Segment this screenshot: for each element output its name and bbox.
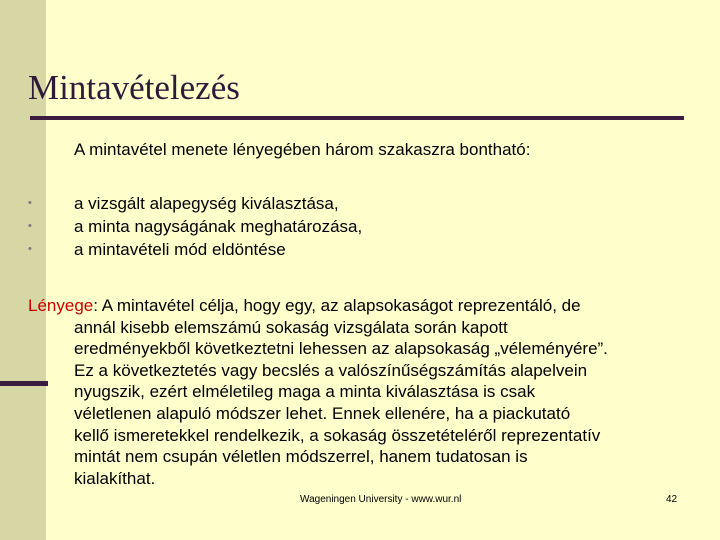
bullet-text: a mintavételi mód eldöntése: [74, 240, 286, 259]
paragraph-line: Ez a következtetés vagy becslés a valószínűségszámítás alapelvein: [74, 360, 588, 380]
paragraph-line: kellő ismeretekkel rendelkezik, a sokaság összetételéről reprezentatív: [74, 425, 601, 445]
list-item: [28, 192, 362, 215]
slide-title: Mintavételezés: [28, 68, 240, 107]
bullet-text: a minta nagyságának meghatározása,: [74, 217, 363, 236]
bullet-list: [28, 192, 362, 261]
paragraph-line: mintát nem csupán véletlen módszerrel, hanem tudatosan is: [74, 447, 528, 467]
bullet-dot-icon: •: [28, 220, 32, 232]
bullet-text: a vizsgált alapegység kiválasztása,: [74, 194, 339, 213]
title-underline: [30, 116, 684, 120]
bullet-dot-icon: •: [28, 197, 32, 209]
list-item: [28, 238, 362, 261]
footer-text: Wageningen University - www.wur.nl: [300, 494, 462, 505]
paragraph-first-line: : A mintavétel célja, hogy egy, az alapsokaságot reprezentáló, de: [93, 296, 581, 315]
paragraph-line: kialakíthat.: [74, 468, 156, 488]
body-paragraph: [28, 295, 718, 489]
list-item: [28, 215, 362, 238]
paragraph-line: annál kisebb elemszámú sokaság vizsgálata során kapott: [74, 317, 508, 337]
page-number: 42: [666, 494, 678, 505]
paragraph-line: nyugszik, ezért elméletileg maga a minta kiválasztása is csak: [74, 382, 536, 402]
paragraph-line: eredményekből következtetni lehessen az alapsokaság „véleményére”.: [74, 339, 608, 359]
paragraph-line: véletlenen alapuló módszer lehet. Ennek ellenére, ha a piackutató: [74, 403, 571, 423]
intro-text: A mintavétel menete lényegében három szakaszra bontható:: [74, 140, 531, 159]
bullet-dot-icon: •: [28, 243, 32, 255]
paragraph-lead: Lényege: [28, 296, 94, 315]
